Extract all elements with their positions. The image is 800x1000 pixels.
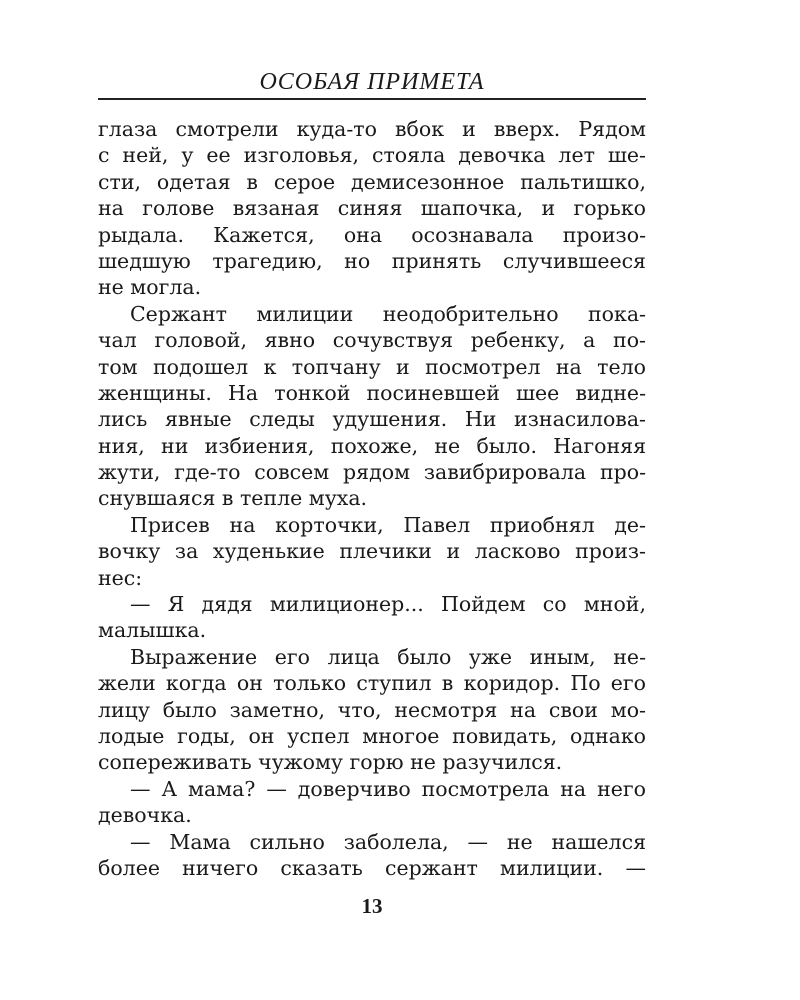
text-line: с ней, у ее изголовья, стояла девочка лет ше- <box>98 143 646 168</box>
text-line: не могла. <box>98 275 202 300</box>
text-line: вочку за худенькие плечики и ласково произ- <box>98 539 646 564</box>
text-line: лодые годы, он успел многое повидать, однако <box>98 723 646 748</box>
text-line: чал головой, явно сочувствуя ребенку, а по- <box>98 328 646 353</box>
text-line: — Мама сильно заболела, — не нашелся <box>130 829 646 854</box>
text-line: Присев на корточки, Павел приобнял де- <box>130 512 646 537</box>
text-line: глаза смотрели куда-то вбок и вверх. Рядом <box>98 117 646 141</box>
text-line: Выражение его лица было уже иным, не- <box>130 644 646 669</box>
text-line: жути, где-то совсем рядом завибрировала про- <box>98 460 646 485</box>
text-line: на голове вязаная синяя шапочка, и горько <box>98 196 646 221</box>
text-line: том подошел к топчану и посмотрел на тело <box>98 354 646 379</box>
text-line: шедшую трагедию, но принять случившееся <box>98 248 646 273</box>
text-line: малышка. <box>98 618 207 643</box>
running-head: ОСОБАЯ ПРИМЕТА <box>259 69 485 95</box>
text-line: рыдала. Кажется, она осознавала произо- <box>98 222 646 247</box>
text-line: лицу было заметно, что, несмотря на свои мо- <box>98 697 646 722</box>
body-text <box>98 116 646 881</box>
text-line: жели когда он только ступил в коридор. По его <box>98 671 646 696</box>
text-line: лись явные следы удушения. Ни изнасилова- <box>98 407 646 432</box>
text-line: — Я дядя милиционер... Пойдем со мной, <box>130 592 646 617</box>
text-line: Сержант милиции неодобрительно пока- <box>130 301 646 326</box>
header-rule <box>98 98 646 100</box>
text-line: нес: <box>98 565 143 590</box>
text-line: снувшаяся в тепле муха. <box>98 486 368 511</box>
text-line: более ничего сказать сержант милиции. — <box>98 855 646 880</box>
text-line: ния, ни избиения, похоже, не было. Нагоняя <box>98 433 646 458</box>
text-line: — А мама? — доверчиво посмотрела на него <box>130 776 646 801</box>
text-line: сти, одетая в серое демисезонное пальтишко, <box>98 169 646 194</box>
page-number: 13 <box>361 894 383 918</box>
text-line: сопереживать чужому горю не разучился. <box>98 750 563 775</box>
text-line: женщины. На тонкой посиневшей шее видне- <box>98 380 646 405</box>
text-line: девочка. <box>98 803 192 828</box>
